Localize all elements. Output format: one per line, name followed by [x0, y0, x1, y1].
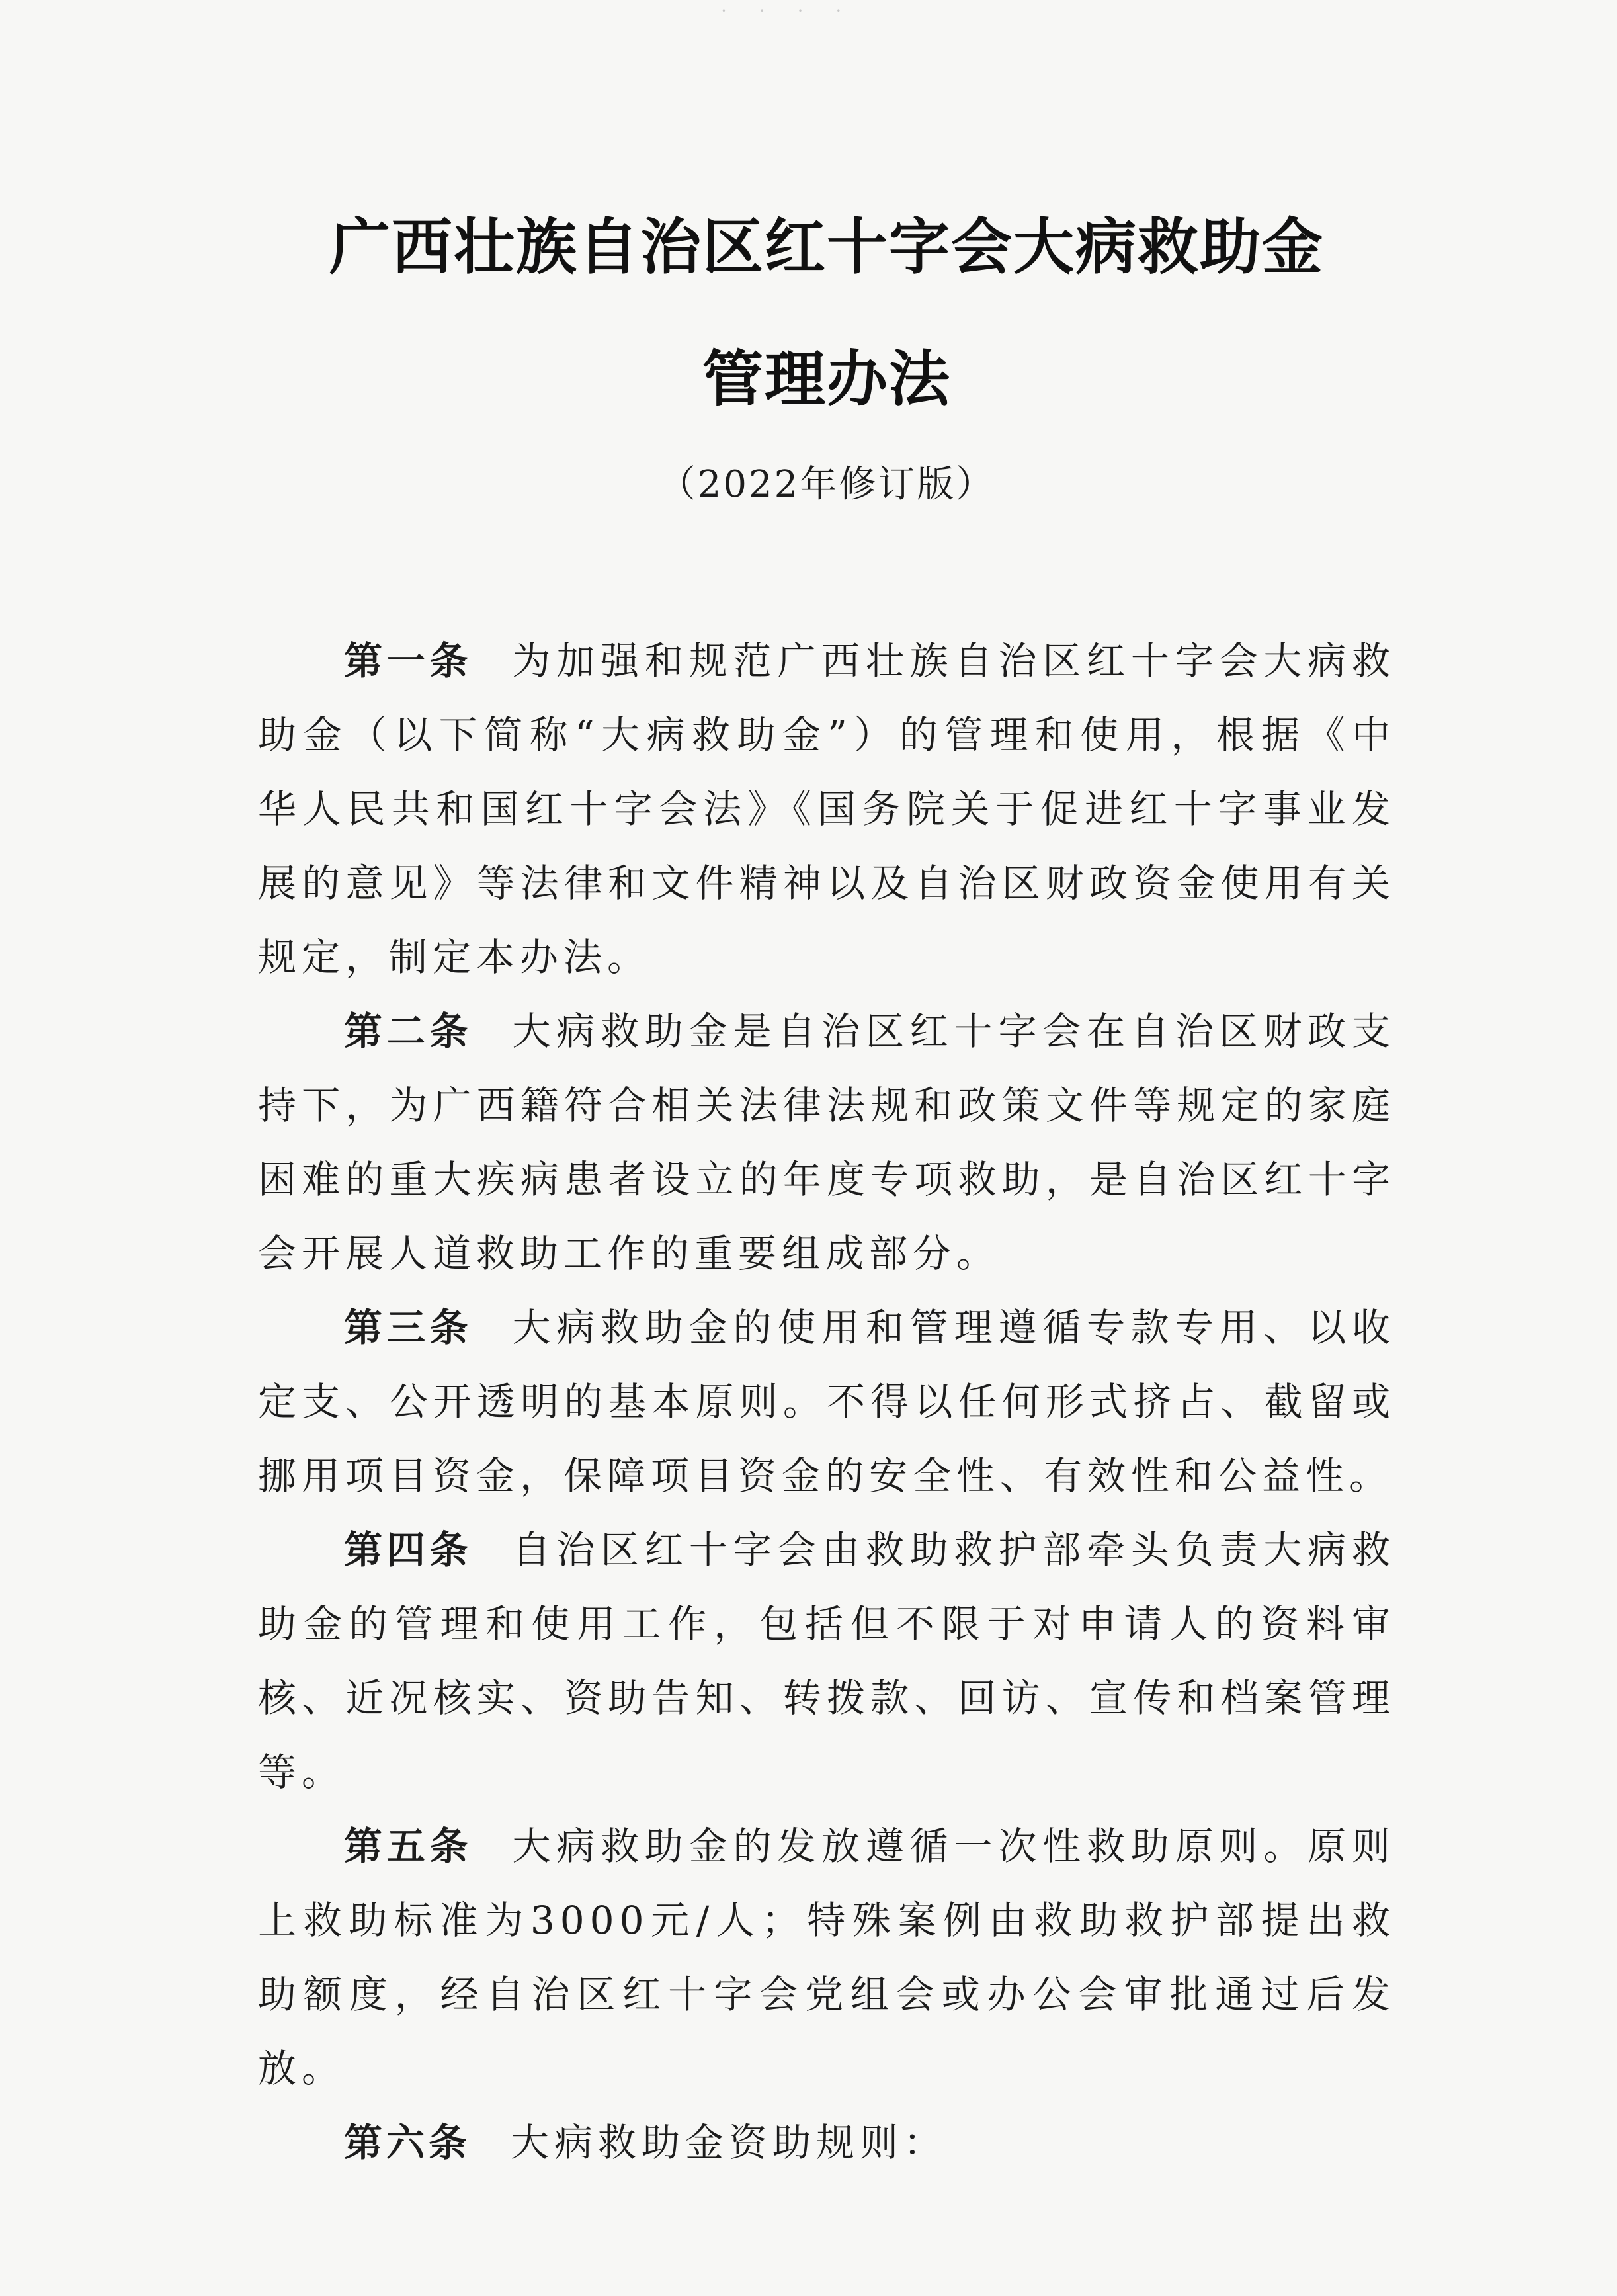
document-title-line1: 广西壮族自治区红十字会大病救助金: [329, 212, 1324, 282]
article-number: 第三条: [344, 1305, 473, 1350]
article-text: 大病救助金是自治区红十字会在自治区财政支持下，为广西籍符合相关法律法规和政策文件等规定的家庭困难的重大疾病患者设立的年度专项救助，是自治区红十字会开展人道救助工作的重要组成部分。: [258, 1009, 1395, 1276]
article-text: 大病救助金的使用和管理遵循专款专用、以收定支、公开透明的基本原则。不得以任何形式挤占、截留或挪用项目资金，保障项目资金的安全性、有效性和公益性。: [258, 1305, 1395, 1498]
article-2: [258, 994, 1395, 1291]
article-number: 第六条: [344, 2120, 472, 2165]
document-subtitle: （2022年修订版）: [658, 463, 995, 506]
article-text: 大病救助金资助规则：: [511, 2120, 948, 2165]
article-number: 第五条: [344, 1824, 473, 1869]
article-number: 第二条: [344, 1009, 473, 1054]
article-number: 第四条: [344, 1527, 473, 1572]
article-text: 自治区红十字会由救助救护部牵头负责大病救助金的管理和使用工作，包括但不限于对申请人的资料审核、近况核实、资助告知、转拨款、回访、宣传和档案管理等。: [258, 1527, 1395, 1795]
article-number: 第一条: [344, 638, 473, 683]
article-text: 大病救助金的发放遵循一次性救助原则。原则上救助标准为3000元/人；特殊案例由救助救护部提出救助额度，经自治区红十字会党组会或办公会审批通过后发放。: [258, 1824, 1395, 2091]
article-1: [258, 624, 1395, 994]
document-body: [258, 624, 1395, 2180]
article-3: [258, 1291, 1395, 1513]
article-4: [258, 1513, 1395, 1809]
article-6: [258, 2105, 1395, 2180]
article-text: 为加强和规范广西壮族自治区红十字会大病救助金（以下简称“大病救助金”）的管理和使用，根据《中华人民共和国红十字会法》《国务院关于促进红十字事业发展的意见》等法律和文件精神以及自治区财政资金使用有关规定，制定本办法。: [258, 638, 1395, 980]
scan-artifact: · · · ·: [721, 0, 855, 20]
article-5: [258, 1809, 1395, 2105]
document-title-line2: 管理办法: [702, 344, 951, 415]
